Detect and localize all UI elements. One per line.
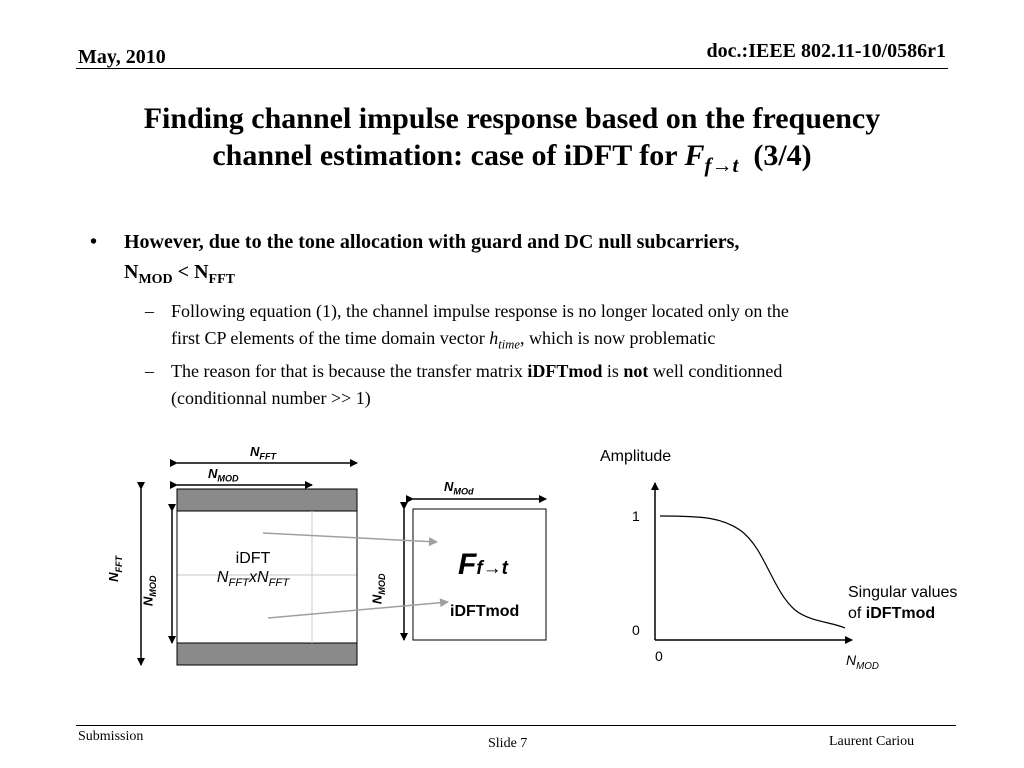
sub1-suffix: , which is now problematic [519, 328, 716, 348]
graph-xlabel [846, 652, 879, 672]
nmod-mid-n: N [369, 594, 385, 605]
footer-rule [76, 725, 956, 726]
ff-t-arrow: → [482, 558, 502, 579]
msize-x: x [249, 569, 257, 586]
matrix-label [187, 549, 319, 593]
title-symbol-t: t [732, 153, 739, 177]
nmod-right-n: N [444, 479, 454, 494]
formula-n2: N [194, 261, 209, 283]
graph-ytick-0: 0 [632, 622, 640, 638]
nmod-right-label [444, 479, 474, 497]
bullet-main-marker: • [90, 231, 98, 253]
ff-t-t: t [501, 558, 508, 579]
graph-xlabel-sub: MOD [856, 660, 879, 672]
formula-op: < [177, 261, 190, 283]
nfft-left-sub: FFT [113, 555, 124, 573]
sub-bullet2-marker: – [145, 361, 154, 381]
matrix-label-size [187, 568, 319, 593]
nfft-left-label [106, 556, 124, 582]
nmod-left-sub: MOD [148, 575, 159, 597]
footer-left: Submission [78, 729, 144, 744]
ff-t-f: f [476, 558, 483, 579]
nmod-mid-sub: MOD [377, 573, 388, 595]
title-symbol-F: F [684, 139, 705, 172]
formula-n2-sub: FFT [208, 272, 235, 287]
nfft-left-n: N [106, 572, 122, 582]
matrix-bottom-band [177, 643, 357, 665]
header-date: May, 2010 [78, 46, 166, 68]
sub-bullet1-marker: – [145, 301, 154, 321]
graph-legend [848, 582, 957, 624]
ff-t-F: F [458, 548, 477, 581]
sub1-h: h [489, 328, 499, 348]
title-symbol-f: f [704, 153, 712, 177]
title-symbol-arrow: → [711, 153, 733, 177]
nmod-top-label [208, 466, 239, 484]
sub2-b: well conditionned [652, 361, 783, 381]
nmod-top-sub: MOD [217, 473, 239, 484]
graph-legend-of: of [848, 605, 862, 622]
matrix-label-idft: iDFT [235, 550, 271, 567]
sub1-prefix: first CP elements of the time domain vector [171, 328, 485, 348]
nmod-left-n: N [140, 596, 156, 607]
graph-ylabel: Amplitude [600, 448, 672, 465]
sub-bullet1-line1: Following equation (1), the channel impulse response is no longer located only on the [171, 301, 789, 321]
nmod-left-label [141, 575, 159, 606]
title-suffix: (3/4) [753, 139, 812, 172]
sub2-bold1: iDFTmod [527, 361, 603, 381]
idftmod-label: iDFTmod [450, 603, 520, 620]
graph-xtick-0: 0 [655, 648, 663, 664]
sub2-is: is [606, 361, 619, 381]
msize-sub1: FFT [228, 577, 249, 590]
footer-center: Slide 7 [488, 736, 528, 751]
matrix-top-band [177, 489, 357, 511]
sub-bullet2-line2: (conditionnal number >> 1) [171, 388, 371, 408]
msize-n1: N [216, 569, 229, 586]
formula-n1-sub: MOD [138, 272, 173, 287]
nmod-right-sub: MOd [453, 486, 474, 497]
title-line2-prefix: channel estimation: case of iDFT for [212, 139, 677, 172]
nfft-top-n: N [250, 444, 260, 459]
nmod-top-n: N [208, 466, 218, 481]
header-doc-id: doc.:IEEE 802.11-10/0586r1 [706, 40, 946, 62]
graph-ytick-1: 1 [632, 508, 640, 524]
graph-legend-line1: Singular values [848, 584, 958, 601]
graph-legend-bold: iDFTmod [865, 605, 936, 622]
nfft-top-label [250, 444, 276, 462]
nmod-mid-label [370, 573, 388, 604]
title-line1: Finding channel impulse response based on the frequency [143, 102, 881, 135]
graph-legend-line2 [848, 603, 957, 624]
ff-t-symbol [458, 548, 508, 586]
sub1-h-sub: time [498, 337, 520, 352]
sub2-bold2: not [623, 361, 649, 381]
bullet-main-text: However, due to the tone allocation with guard and DC null subcarriers, [124, 231, 740, 253]
msize-n2: N [257, 569, 269, 586]
graph-xlabel-n: N [846, 652, 857, 668]
formula-n1: N [124, 261, 139, 283]
msize-sub2: FFT [268, 577, 290, 590]
footer-right: Laurent Cariou [829, 734, 915, 749]
nfft-top-sub: FFT [259, 451, 277, 462]
sub2-a: The reason for that is because the transfer matrix [171, 361, 523, 381]
singular-values-curve [660, 516, 845, 628]
